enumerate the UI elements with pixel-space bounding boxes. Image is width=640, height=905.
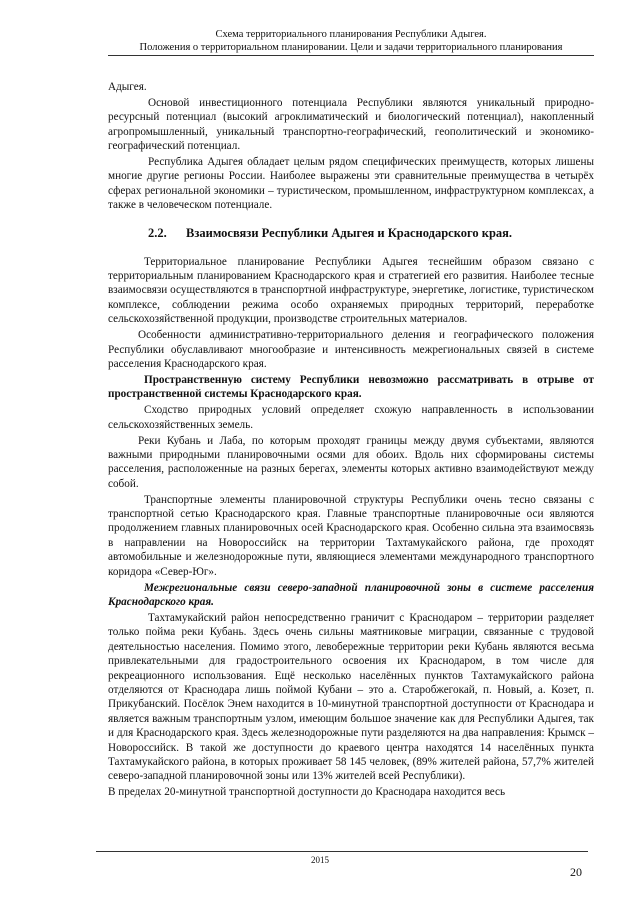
footer-rule <box>96 851 588 852</box>
paragraph-bold: Пространственную систему Республики невозможно рассматривать в отрыве от пространственной системы Краснодарского края. <box>108 373 594 401</box>
paragraph: Сходство природных условий определяет схожую направленность в использовании сельскохозяйственных земель. <box>108 404 594 431</box>
paragraph: В пределах 20-минутной транспортной доступности до Краснодара находится весь <box>108 786 506 799</box>
section-title: Взаимосвязи Республики Адыгея и Краснодарского края. <box>186 225 513 240</box>
header-title: Схема территориального планирования Республики Адыгея. <box>215 29 487 40</box>
footer-year: 2015 <box>311 855 329 865</box>
header-subtitle: Положения о территориальном планировании. Цели и задачи территориального планирования <box>139 42 563 53</box>
paragraph: Территориальное планирование Республики Адыгея теснейшим образом связано с территориальным планированием Краснодарского края и стратегией его развития. Наиболее тесные взаимосвязи осуществляются в транспортной инфраструктуре, энергетике, логистике, туристическом комплексе, соблюдении режима особо охраняемых природных территорий, переработке сельскохозяйственной продукции, производстве строительных материалов. <box>108 255 594 326</box>
paragraph: Адыгея. <box>108 81 147 93</box>
paragraph: Транспортные элементы планировочной структуры Республики очень тесно связаны с транспортной сетью Краснодарского края. Главные транспортные планировочные оси являются продолжением главных планировочных осей Краснодарского края. Особенно сильна эта взаимосвязь в направлении на Новороссийск на территории Тахтамукайского района, где проходят автомобильные и железнодорожные пути, являющиеся элементами международного транспортного коридора «Север-Юг». <box>108 493 594 578</box>
paragraph-bold-italic: Межрегиональные связи северо-западной планировочной зоны в системе расселения Краснодарского края. <box>108 581 594 608</box>
page-header <box>108 28 594 56</box>
section-heading <box>108 225 594 241</box>
paragraph: Республика Адыгея обладает целым рядом специфических преимуществ, которых лишены многие другие регионы России. Наиболее выражены эти сравнительные преимущества в четырёх сферах региональной экономики – туристическом, промышленном, инфраструктурном комплексах, а также в человеческом потенциале. <box>108 156 594 212</box>
paragraph: Реки Кубань и Лаба, по которым проходят границы между двумя субъектами, являются важными природными планировочными осями для обоих. Вдоль них сформированы системы расселения, расположенные на разных берегах, элементы которых активно взаимодействуют между собой. <box>108 434 594 490</box>
paragraph: Особенности административно-территориального деления и географического положения Республики обуславливают многообразие и интенсивность межрегиональных связей в системе расселения Краснодарского края. <box>108 329 594 370</box>
page-number: 20 <box>570 865 582 879</box>
paragraph: Тахтамукайский район непосредственно граничит с Краснодаром – территории разделяет только пойма реки Кубань. Здесь очень сильны маятниковые миграции, связанные с трудовой деятельностью населения. Помимо этого, левобережные территории реки Кубань являются весьма привлекательными для градостроительного освоения их Краснодаром, в том числе для рекреационного использования. Ещё несколько населённых пунктов Тахтамукайского района отделяются от Краснодара лишь поймой Кубани – это а. Старобжегокай, п. Новый, а. Козет, п. Прикубанский. Посёлок Энем находится в 10-минутной транспортной доступности от Краснодара и является важным транспортным узлом, имеющим большое значение как для Республики Адыгея, так и для Краснодарского края. Здесь железнодорожные пути разделяются на два направления: Крымск – Новороссийск. В такой же доступности до краевого центра находятся 14 населённых пункта Тахтамукайского района, в которых проживает 58 145 человек, (89% жителей района, 57,7% жителей северо-западной планировочной зоны или 13% жителей всей Республики). <box>108 611 594 783</box>
document-body <box>108 80 594 801</box>
header-rule <box>108 55 594 56</box>
section-number: 2.2. <box>148 225 167 240</box>
paragraph: Основой инвестиционного потенциала Республики являются уникальный природно-ресурсный потенциал (высокий агроклиматический и биологический потенциал), накопленный агропромышленный, уникальный транспортно-географический, геополитический и экономико-географический потенциал. <box>108 96 594 153</box>
